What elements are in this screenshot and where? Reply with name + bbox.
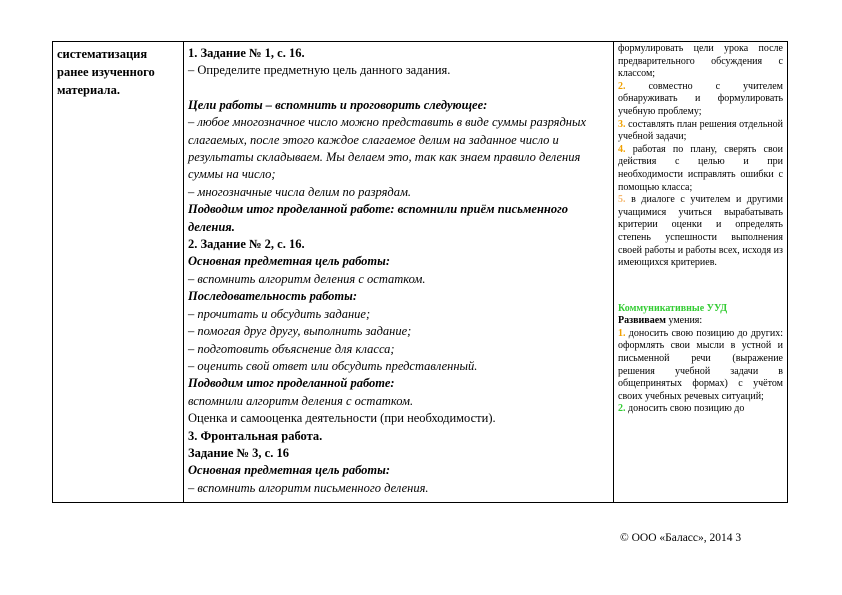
task2-goal: – вспомнить алгоритм деления с остатком. [188, 271, 426, 286]
sequence-item-4: – оценить свой ответ или обсудить представленный. [188, 358, 478, 373]
task2-title: 2. Задание № 2, с. 16. [188, 237, 305, 252]
uud-step-2: 2. совместно с учителем обнаруживать и формулировать учебную проблему; [618, 80, 783, 117]
assessment-text: Оценка и самооценка деятельности (при необходимости). [188, 411, 496, 426]
content-column [184, 42, 614, 502]
step-4-number: 4. [618, 143, 626, 155]
goals-item-1: – любое многозначное число можно представить в виде суммы разрядных слагаемых, после этого каждое слагаемое делим на заданное число и результаты складываем. Мы делаем это, так как знаем правило деления суммы на число; [188, 115, 587, 182]
communicative-heading: Коммуникативные УУД [618, 302, 728, 314]
uud-intro: формулировать цели урока после предварительного обсуждения с классом; [618, 43, 783, 80]
uud-step-4: 4. работая по плану, сверять свои действия с целью и при необходимости исправлять ошибки с помощью класса; [618, 143, 784, 193]
step-3-number: 3. [618, 118, 626, 130]
goals-item-2: – многозначные числа делим по разрядам. [188, 184, 412, 199]
sequence-label: Последовательность работы: [188, 289, 357, 304]
task1-question: – Определите предметную цель данного задания. [188, 63, 451, 78]
develop-line: Развиваем умения: [618, 315, 703, 327]
summary-2-label: Подводим итог проделанной работе: [188, 376, 395, 391]
task3-title: 3. Фронтальная работа. [188, 428, 323, 443]
task3-goal: – вспомнить алгоритм письменного деления. [188, 480, 429, 495]
lesson-table [52, 41, 788, 503]
goals-label: Цели работы – вспомнить и проговорить следующее: [188, 97, 488, 112]
stage-text: систематизация ранее изученного материала. [57, 47, 155, 97]
comm-step-2: 2. доносить свою позицию до [618, 403, 745, 415]
stage-column [53, 42, 184, 502]
sequence-item-1: – прочитать и обсудить задание; [188, 306, 371, 321]
step-2-number: 2. [618, 80, 626, 92]
uud-step-5: 5. в диалоге с учителем и другими учащимися учиться вырабатывать критерии оценки и определять степень успешности выполнения своей работы и работы всех, исходя из имеющихся критериев. [618, 194, 784, 269]
task3-goal-label: Основная предметная цель работы: [188, 463, 390, 478]
uud-column [614, 42, 787, 502]
comm-1-number: 1. [618, 327, 626, 339]
comm-2-number: 2. [618, 403, 626, 415]
page-footer: © ООО «Баласс», 2014 3 [620, 532, 742, 544]
summary-2: вспомнили алгоритм деления с остатком. [188, 393, 414, 408]
task2-goal-label: Основная предметная цель работы: [188, 254, 390, 269]
uud-step-3: 3. составлять план решения отдельной учебной задачи; [618, 118, 783, 143]
step-5-number: 5. [618, 194, 626, 206]
task1-title: 1. Задание № 1, с. 16. [188, 46, 305, 60]
comm-step-1: 1. доносить свою позицию до других: оформлять свои мысли в устной и письменной речи (выражение решения учебной задачи в общепринятых формах) с учётом своих учебных речевых ситуаций; [618, 327, 784, 402]
task3-task: Задание № 3, с. 16 [188, 445, 289, 460]
sequence-item-2: – помогая друг другу, выполнить задание; [188, 324, 412, 339]
sequence-item-3: – подготовить объяснение для класса; [188, 341, 395, 356]
summary-1: Подводим итог проделанной работе: вспомнили приём письменного деления. [188, 202, 568, 234]
